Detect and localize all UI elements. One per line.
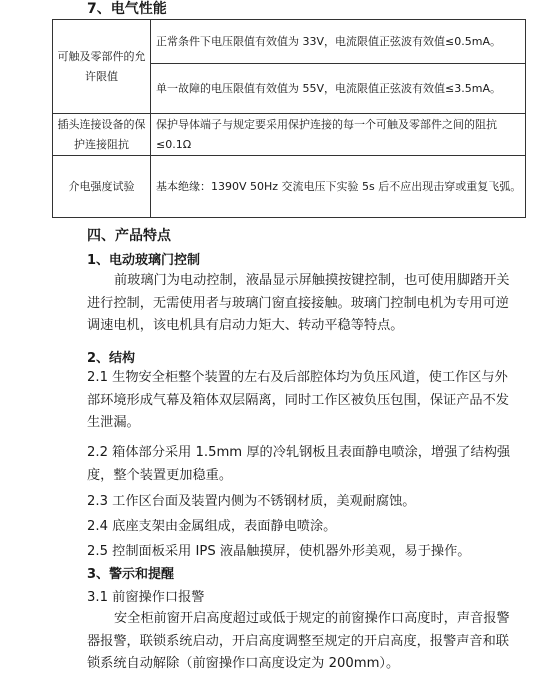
- row-label-touch-limits: 可触及零部件的允许限值: [53, 20, 151, 114]
- row-label-protective-impedance: 插头连接设备的保护连接阻抗: [53, 114, 151, 156]
- subsection-2-heading: 2、结构: [87, 351, 136, 366]
- section-7-heading: 7、电气性能: [87, 1, 167, 17]
- structure-item-2-4: 2.4 底座支架由金属组成，表面静电喷涂。: [87, 519, 337, 534]
- table-row: [53, 20, 526, 64]
- subsection-1-text: 前玻璃门为电动控制，液晶显示屏触摸按键控制，也可使用脚踏开关进行控制，无需使用者与玻璃门窗直接接触。玻璃门控制电机为专用可逆调速电机，该电机具有启动力矩大、转动平稳等特点。: [87, 273, 510, 334]
- section-4-heading: 四、产品特点: [87, 228, 171, 244]
- structure-item-2-3: 2.3 工作区台面及装置内侧为不锈钢材质，美观耐腐蚀。: [87, 494, 416, 509]
- electrical-performance-table: [52, 19, 526, 218]
- structure-item-2-1: 2.1 生物安全柜整个装置的左右及后部腔体均为负压风道，使工作区与外部环境形成气幕及箱体双层隔离，同时工作区被负压包围，保证产品不发生泄漏。: [87, 370, 509, 431]
- structure-item-2-2: 2.2 箱体部分采用 1.5mm 厚的冷轧钢板且表面静电喷涂，增强了结构强度，整个装置更加稳重。: [87, 445, 511, 483]
- table-row: [53, 114, 526, 156]
- row-value-impedance: 保护导体端子与规定要采用保护连接的每一个可触及零部件之间的阻抗≤0.1Ω: [151, 114, 526, 156]
- row-value-dielectric: 基本绝缘：1390V 50Hz 交流电压下实验 5s 后不应出现击穿或重复飞弧。: [151, 156, 526, 218]
- row-label-dielectric: 介电强度试验: [53, 156, 151, 218]
- subsection-3-heading: 3、警示和提醒: [87, 567, 175, 582]
- subsection-3-1-text: 安全柜前窗开启高度超过或低于规定的前窗操作口高度时，声音报警器报警，联锁系统启动，开启高度调整至规定的开启高度，报警声音和联锁系统自动解除（前窗操作口高度设定为 200mm）。: [87, 611, 510, 672]
- table-row: [53, 156, 526, 218]
- subsection-3-1-heading: 3.1 前窗操作口报警: [87, 590, 205, 605]
- subsection-1-heading: 1、电动玻璃门控制: [87, 253, 201, 268]
- structure-item-2-5: 2.5 控制面板采用 IPS 液晶触摸屏，使机器外形美观，易于操作。: [87, 544, 471, 559]
- row-value-normal: 正常条件下电压限值有效值为 33V，电流限值正弦波有效值≤0.5mA。: [151, 20, 526, 64]
- row-value-fault: 单一故障的电压限值有效值为 55V，电流限值正弦波有效值≤3.5mA。: [151, 64, 526, 114]
